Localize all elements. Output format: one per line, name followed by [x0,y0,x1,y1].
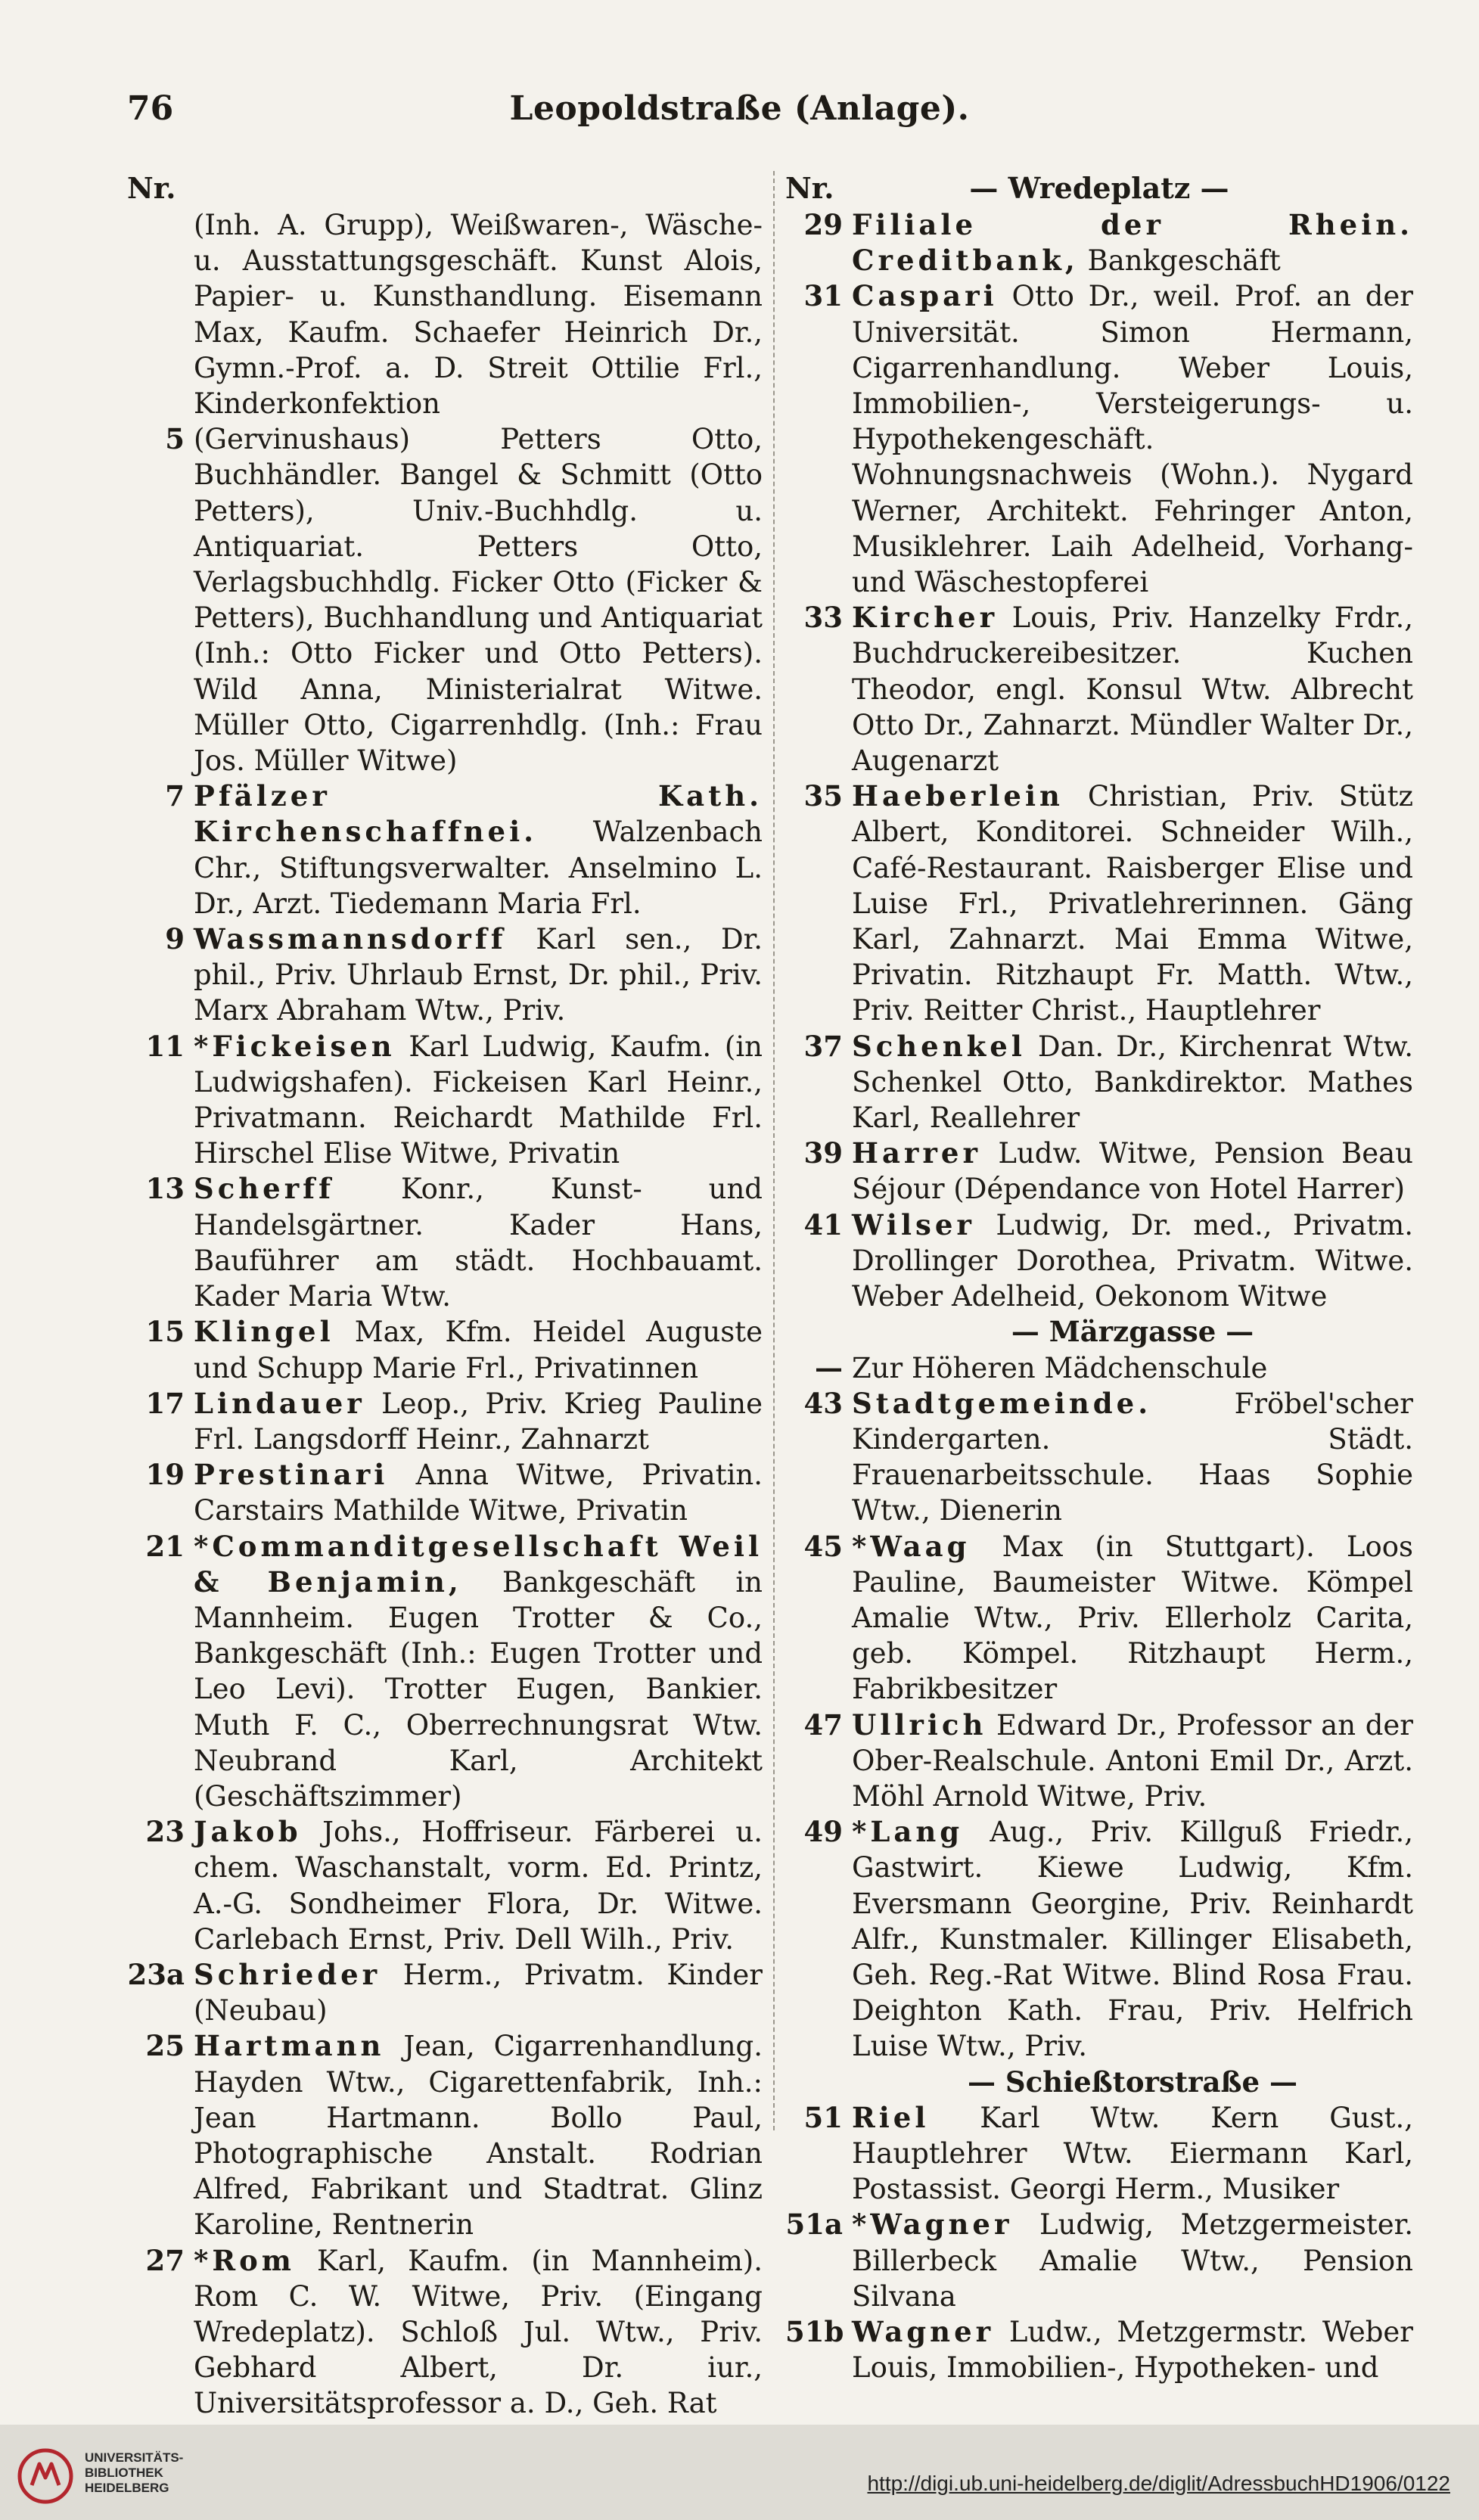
owner-name: *Wagner [852,2208,1013,2242]
address-entry [127,1957,763,2028]
right-entry-list [785,207,1413,2385]
resident-text: Johs., Hoffriseur. Färberei u. chem. Waschanstalt, vorm. Ed. Printz, A.-G. Sondheimer Flora, Dr. Witwe. Carlebach Ernst, Priv. Dell Wilh., Priv. [194,1816,763,1956]
resident-text: Ludw. Witwe, Pension Beau Séjour (Dépendance von Hotel Harrer) [852,1137,1413,1206]
column-divider [773,171,775,2130]
house-number: 31 [803,279,843,313]
library-name-line: BIBLIOTHEK [85,2466,163,2480]
house-number: 51a [785,2208,843,2242]
address-entry [127,1171,763,1314]
library-name-line: UNIVERSITÄTS- [85,2450,184,2465]
owner-name: Scherff [194,1172,335,1206]
owner-name: Haeberlein [852,779,1064,813]
house-number: 5 [165,422,185,456]
resident-text: Karl Ludwig, Kaufm. (in Ludwigshafen). Fickeisen Karl Heinr., Privatmann. Reichardt Mathilde Frl. Hirschel Elise Witwe, Privatin [194,1030,763,1170]
house-number: 43 [803,1386,843,1420]
resident-text: Bankgeschäft in Mannheim. Eugen Trotter & Co., Bankgeschäft (Inh.: Eugen Trotter und Leo Levi). Trotter Eugen, Bankier. Muth F. C., Oberrechnungsrat Wtw. Neubrand Karl, Architekt (Geschäftszimmer) [194,1565,763,1813]
address-entry [127,1386,763,1457]
owner-name: Hartmann [194,2029,385,2063]
house-number: 27 [145,2243,185,2277]
house-number: 39 [803,1136,843,1170]
address-entry [785,1529,1413,1707]
owner-name: Wilser [852,1207,975,1241]
address-entry [785,207,1413,278]
resident-text: Jean, Cigarrenhandlung. Hayden Wtw., Cigarettenfabrik, Inh.: Jean Hartmann. Bollo Paul, Photographische Anstalt. Rodrian Alfred, Fabrikant und Stadtrat. Glinz Karoline, Rentnerin [194,2030,763,2242]
owner-name: Schenkel [852,1029,1026,1063]
nr-label: Nr. [785,171,834,205]
resident-text: Aug., Priv. Killguß Friedr., Gastwirt. Kiewe Ludwig, Kfm. Eversmann Georgine, Priv. Reinhardt Alfr., Kunstmaler. Killinger Elisabeth, Geh. Reg.-Rat Witwe. Blind Rosa Frau. Deighton Kath. Frau, Priv. Helfrich Luise Wtw., Priv. [852,1816,1413,2063]
street-divider [785,2065,1413,2100]
section-heading: — Wredeplatz — [969,171,1229,205]
left-column-head [127,171,763,207]
owner-name: Riel [852,2100,930,2134]
resident-text: Herm., Privatm. Kinder (Neubau) [194,1958,763,2027]
house-number: 13 [145,1172,185,1206]
house-number: 11 [145,1029,185,1063]
house-number: 17 [145,1386,185,1420]
resident-text: Louis, Priv. Hanzelky Frdr., Buchdruckereibesitzer. Kuchen Theodor, engl. Konsul Wtw. Albrecht Otto Dr., Zahnarzt. Mündler Walter Dr., Augenarzt [852,601,1413,778]
address-entry [127,207,763,421]
university-seal-icon [17,2447,79,2505]
resident-text: Max (in Stuttgart). Loos Pauline, Baumeister Witwe. Kömpel Amalie Wtw., Priv. Ellerholz Carita, geb. Kömpel. Ritzhaupt Herm., Fabrikbesitzer [852,1530,1413,1706]
house-number: 23a [127,1957,185,1991]
address-entry [127,1029,763,1172]
nr-label: Nr. [127,171,176,205]
owner-name: Lindauer [194,1386,365,1420]
resident-text: Ludwig, Metzgermeister. Billerbeck Amalie Wtw., Pension Silvana [852,2208,1413,2313]
address-entry [785,1136,1413,1207]
owner-name: *Waag [852,1529,971,1563]
address-entry [785,2207,1413,2314]
house-number: 41 [803,1207,843,1241]
owner-name: *Rom [194,2243,295,2277]
source-url-link[interactable]: http://digi.ub.uni-heidelberg.de/diglit/AdressbuchHD1906/0122 [867,2472,1450,2495]
street-divider [785,1314,1413,1350]
house-number: 49 [803,1815,843,1849]
resident-text: Walzenbach Chr., Stiftungsverwalter. Anselmino L. Dr., Arzt. Tiedemann Maria Frl. [194,816,763,920]
resident-text: Ludw., Metzgermstr. Weber Louis, Immobilien-, Hypotheken- und [852,2315,1413,2385]
address-entry [785,1386,1413,1529]
resident-text: Karl Wtw. Kern Gust., Hauptlehrer Wtw. Eiermann Karl, Postassist. Georgi Herm., Musiker [852,2101,1413,2206]
house-number: 35 [803,779,843,813]
resident-text: Zur Höheren Mädchenschule [852,1351,1268,1384]
owner-name: Jakob [194,1815,302,1849]
address-entry [127,1529,763,1815]
resident-text: Edward Dr., Professor an der Ober-Realschule. Antoni Emil Dr., Arzt. Möhl Arnold Witwe, Priv. [852,1708,1413,1813]
resident-text: Dan. Dr., Kirchenrat Wtw. Schenkel Otto, Bankdirektor. Mathes Karl, Reallehrer [852,1030,1413,1135]
page-header [0,89,1479,142]
address-entry [785,278,1413,600]
resident-text: Christian, Priv. Stütz Albert, Konditorei. Schneider Wilh., Café-Restaurant. Raisberger Elise und Luise Frl., Privatlehrerinnen. Gäng Karl, Zahnarzt. Mai Emma Witwe, Privatin. Ritzhaupt Fr. Matth. Wtw., Priv. Reitter Christ., Hauptlehrer [852,780,1413,1027]
page-number: 76 [127,89,174,128]
library-name [85,2450,183,2496]
owner-name: Filiale der Rhein. Creditbank, [852,208,1413,278]
owner-name: Schrieder [194,1957,381,1991]
street-divider-label: — Märzgasse — [1011,1315,1254,1349]
address-entry [785,778,1413,1028]
right-column-head [785,171,1413,207]
owner-name: Wassmannsdorff [194,922,507,956]
address-entry [785,1207,1413,1315]
address-entry [127,921,763,1029]
owner-name: *Commanditgesellschaft Weil & Benjamin, [194,1529,763,1599]
owner-name: Harrer [852,1136,981,1170]
owner-name: *Fickeisen [194,1029,396,1063]
owner-name: Klingel [194,1315,334,1349]
resident-text: Ludwig, Dr. med., Privatm. Drollinger Dorothea, Privatm. Witwe. Weber Adelheid, Oekonom Witwe [852,1208,1413,1313]
house-number: 7 [165,779,185,813]
house-number: 25 [145,2029,185,2063]
house-number: 47 [803,1707,843,1742]
address-entry [127,778,763,921]
address-entry [127,1457,763,1528]
resident-text: Otto Dr., weil. Prof. an der Universität. Simon Hermann, Cigarrenhandlung. Weber Louis, Immobilien-, Versteigerungs- u. Hypothekengeschäft. Wohnungsnachweis (Wohn.). Nygard Werner, Architekt. Fehringer Anton, Musiklehrer. Laih Adelheid, Vorhang- und Wäschestopferei [852,280,1413,599]
address-entry [127,2243,763,2422]
house-number: 9 [165,922,185,956]
address-entry [785,1350,1413,1386]
address-entry [785,1814,1413,2064]
owner-name: Ullrich [852,1707,987,1742]
resident-text: Fröbel'scher Kindergarten. Städt. Frauenarbeitsschule. Haas Sophie Wtw., Dienerin [852,1387,1413,1527]
footer-bar [0,2425,1479,2520]
owner-name: Caspari [852,279,998,313]
address-entry [127,1814,763,1957]
resident-text: Leop., Priv. Krieg Pauline Frl. Langsdorff Heinr., Zahnarzt [194,1387,763,1456]
page-title: Leopoldstraße (Anlage). [509,89,970,128]
address-entry [785,2314,1413,2385]
resident-text: Konr., Kunst- und Handelsgärtner. Kader Hans, Bauführer am städt. Hochbauamt. Kader Maria Wtw. [194,1173,763,1313]
house-number: 37 [803,1029,843,1063]
house-number: 23 [145,1815,185,1849]
owner-name: Wagner [852,2314,995,2348]
resident-text: (Inh. A. Grupp), Weißwaren-, Wäsche- u. Ausstattungsgeschäft. Kunst Alois, Papier- u. Kunsthandlung. Eisemann Max, Kaufm. Schaefer Heinrich Dr., Gymn.-Prof. a. D. Streit Ottilie Frl., Kinderkonfektion [194,209,763,421]
address-entry [785,600,1413,778]
resident-text: Karl, Kaufm. (in Mannheim). Rom C. W. Witwe, Priv. (Eingang Wredeplatz). Schloß Jul. Wtw., Priv. Gebhard Albert, Dr. iur., Universitätsprofessor a. D., Geh. Rat [194,2244,763,2420]
owner-name: Kircher [852,601,999,635]
house-number: 19 [145,1458,185,1492]
street-divider-label: — Schießtorstraße — [968,2065,1297,2099]
address-entry [127,1314,763,1385]
address-entry [785,1707,1413,1815]
address-entry [127,421,763,778]
house-number: 45 [803,1529,843,1563]
owner-name: *Lang [852,1815,964,1849]
house-number: — [815,1350,843,1384]
resident-text: Anna Witwe, Privatin. Carstairs Mathilde Witwe, Privatin [194,1459,763,1527]
address-entry [785,1029,1413,1136]
left-entry-list [127,207,763,2422]
house-number: 33 [803,601,843,635]
owner-name: Pfälzer Kath. Kirchenschaffnei. [194,779,763,849]
left-column [127,171,763,2422]
house-number: 51 [803,2100,843,2134]
house-number: 21 [145,1529,185,1563]
house-number: 29 [803,208,843,241]
house-number: 51b [785,2314,844,2348]
owner-name: Stadtgemeinde. [852,1386,1152,1420]
resident-text: Karl sen., Dr. phil., Priv. Uhrlaub Ernst, Dr. phil., Priv. Marx Abraham Wtw., Priv. [194,923,763,1027]
address-entry [785,2100,1413,2208]
resident-text: Bankgeschäft [1078,244,1281,278]
owner-name: Prestinari [194,1458,389,1492]
address-entry [127,2028,763,2242]
library-name-line: HEIDELBERG [85,2481,169,2495]
house-number: 15 [145,1315,185,1349]
resident-text: Max, Kfm. Heidel Auguste und Schupp Marie Frl., Privatinnen [194,1316,763,1384]
right-column [785,171,1413,2385]
resident-text: (Gervinushaus) Petters Otto, Buchhändler. Bangel & Schmitt (Otto Petters), Univ.-Buchhdlg. u. Antiquariat. Petters Otto, Verlagsbuchhdlg. Ficker Otto (Ficker & Petters), Buchhandlung und Antiquariat (Inh.: Otto Ficker und Otto Petters). Wild Anna, Ministerialrat Witwe. Müller Otto, Cigarrenhdlg. (Inh.: Frau Jos. Müller Witwe) [194,423,763,778]
